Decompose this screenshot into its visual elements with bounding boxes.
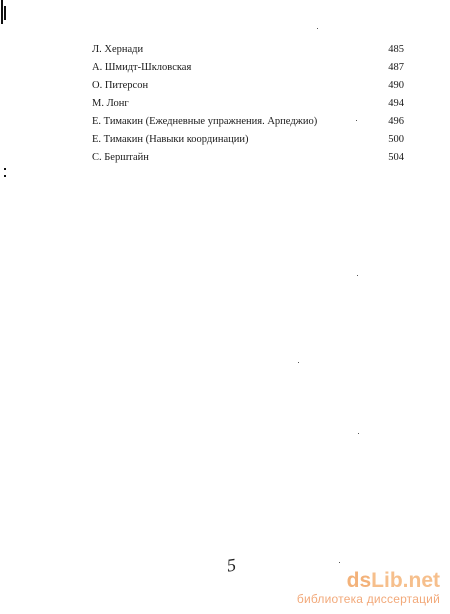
toc-entry-page: 490 [388,80,404,91]
toc-entry [92,149,404,167]
toc-entry-page: 496 [388,116,404,127]
toc-entry [92,59,404,77]
scan-edge-mark [1,0,3,24]
toc-entry-title: А. Шмидт-Шкловская [92,62,192,73]
toc-entry-title: М. Лонг [92,98,129,109]
toc-entry [92,77,404,95]
scan-dot [4,168,6,170]
table-of-contents [92,41,404,167]
scan-dot [4,175,6,177]
toc-entry-title: С. Берштайн [92,152,149,163]
toc-entry [92,131,404,149]
watermark-logo-part2: Lib.net [371,569,440,592]
toc-entry-page: 485 [388,44,404,55]
toc-entry-title: Л. Хернади [92,44,144,55]
toc-entry-title: О. Питерсон [92,80,149,91]
toc-entry [92,41,404,59]
toc-entry [92,95,404,113]
scan-speck [298,362,299,363]
scan-speck [317,28,318,29]
toc-entry-title: Е. Тимакин (Ежедневные упражнения. Арпеджио) [92,116,318,127]
page-number: 5 [225,554,238,576]
toc-entry-page: 494 [388,98,404,109]
watermark [297,570,440,606]
toc-entry-title: Е. Тимакин (Навыки координации) [92,134,249,145]
scan-speck [357,275,358,276]
toc-entry-page: 504 [388,152,404,163]
watermark-logo [297,570,440,592]
scan-speck [339,562,340,563]
scan-speck [358,433,359,434]
toc-entry-page: 500 [388,134,404,145]
scan-edge-mark [4,6,6,20]
watermark-logo-part1: ds [346,569,372,592]
toc-entry [92,113,404,131]
toc-entry-page: 487 [388,62,404,73]
watermark-tagline: библиотека диссертаций [296,592,440,606]
